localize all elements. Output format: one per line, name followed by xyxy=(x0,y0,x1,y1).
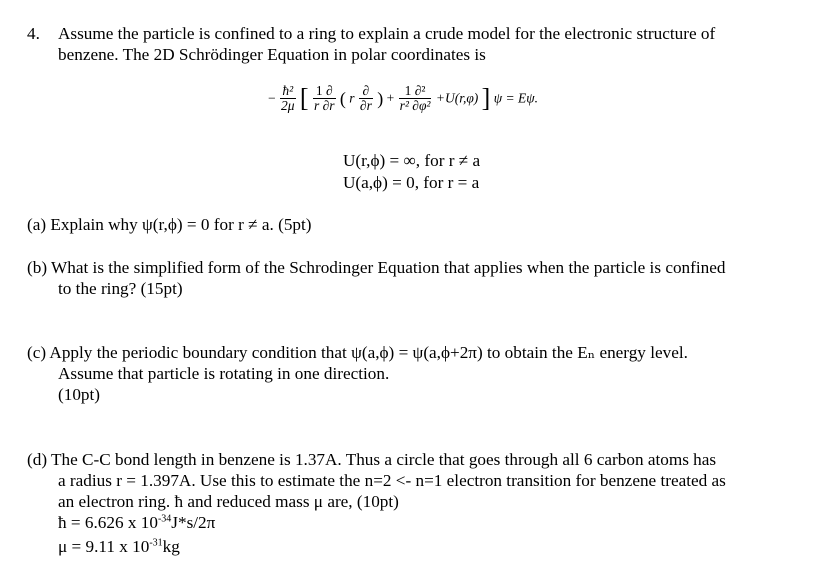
part-c-line-1: (c) Apply the periodic boundary condition that ψ(a,ϕ) = ψ(a,ϕ+2π) to obtain the Eₙ energy level. xyxy=(27,343,688,362)
eq-prefactor xyxy=(280,84,296,113)
eq-term2-num: ∂ xyxy=(359,84,373,99)
part-d-line-3: an electron ring. ħ and reduced mass μ are, (10pt) xyxy=(58,492,399,511)
intro-line-2: benzene. The 2D Schrödinger Equation in polar coordinates is xyxy=(58,45,486,64)
eq-term3-den: r² ∂φ² xyxy=(399,98,431,113)
eq-left-paren: ( xyxy=(339,88,346,109)
boundary-condition-1: U(r,ϕ) = ∞, for r ≠ a xyxy=(343,151,481,170)
eq-term3-num: 1 ∂² xyxy=(399,84,432,99)
eq-rhs: ψ = Eψ. xyxy=(493,90,538,106)
part-d-line-1: (d) The C-C bond length in benzene is 1.37A. Thus a circle that goes through all 6 carbon atoms has xyxy=(27,450,717,469)
question-number: 4. xyxy=(27,24,40,43)
eq-right-paren: ) xyxy=(377,88,384,109)
schrodinger-equation xyxy=(268,84,538,113)
hbar-value xyxy=(58,512,215,533)
eq-left-bracket: [ xyxy=(299,83,309,113)
eq-term2 xyxy=(359,84,373,113)
hbar-prefix: ħ = 6.626 x 10 xyxy=(58,513,158,532)
mu-prefix: μ = 9.11 x 10 xyxy=(58,537,150,556)
eq-term1-num: 1 ∂ xyxy=(313,84,336,99)
part-d-line-2: a radius r = 1.397A. Use this to estimate the n=2 <- n=1 electron transition for benzene treated as xyxy=(58,471,726,490)
eq-minus: − xyxy=(268,90,276,106)
hbar-suffix: J*s/2π xyxy=(171,513,216,532)
eq-plus: + xyxy=(386,90,395,106)
mu-value xyxy=(58,536,180,557)
eq-term2-den: ∂r xyxy=(359,98,372,113)
mu-suffix: kg xyxy=(162,537,180,556)
eq-prefactor-den: 2μ xyxy=(281,98,295,113)
intro-line-1: Assume the particle is confined to a ring to explain a crude model for the electronic structure of xyxy=(58,24,716,43)
eq-r: r xyxy=(349,90,355,106)
eq-term1-den: r ∂r xyxy=(313,98,335,113)
part-c-line-2: Assume that particle is rotating in one direction. xyxy=(58,364,390,383)
part-c-line-3: (10pt) xyxy=(58,385,101,404)
part-b-line-1: (b) What is the simplified form of the Schrodinger Equation that applies when the particle is confined xyxy=(27,258,726,277)
eq-term3 xyxy=(399,84,432,113)
part-a: (a) Explain why ψ(r,ϕ) = 0 for r ≠ a. (5pt) xyxy=(27,215,312,234)
mu-exponent: -31 xyxy=(149,537,163,549)
boundary-condition-2: U(a,ϕ) = 0, for r = a xyxy=(343,173,480,192)
hbar-exponent: -34 xyxy=(157,513,172,525)
eq-term1 xyxy=(313,84,336,113)
eq-prefactor-num: ħ² xyxy=(280,84,296,99)
eq-right-bracket: ] xyxy=(481,83,491,113)
eq-potential: +U(r,φ) xyxy=(435,90,479,106)
part-b-line-2: to the ring? (15pt) xyxy=(58,279,183,298)
